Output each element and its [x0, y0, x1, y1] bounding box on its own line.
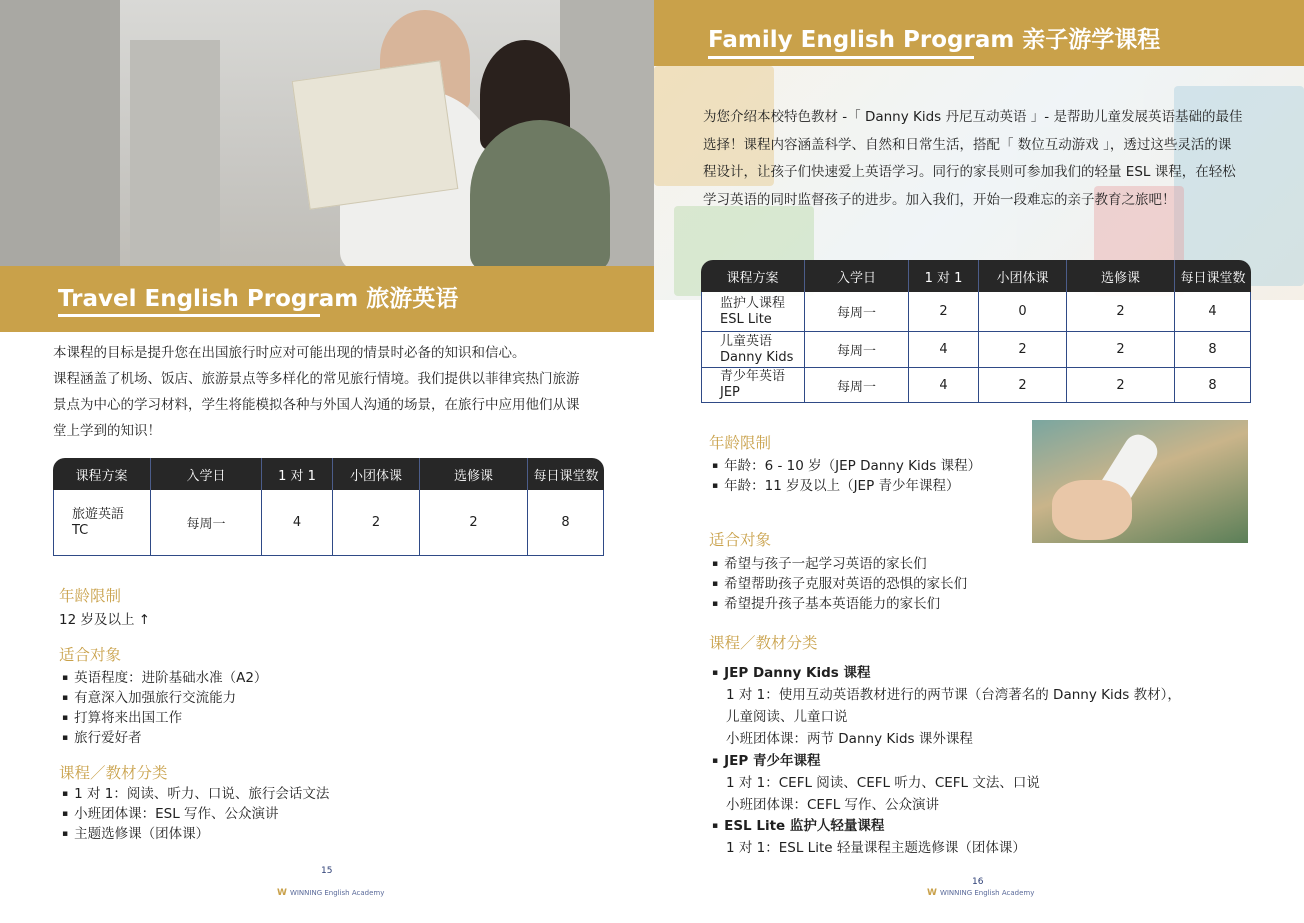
- cell-plan: 旅遊英語 TC: [53, 490, 151, 556]
- col-header-daily: 每日课堂数: [528, 458, 604, 490]
- list-item: ▪ 年龄：6 - 10 岁（JEP Danny Kids 课程）: [712, 456, 981, 476]
- travel-intro: [53, 340, 633, 444]
- age-limit-heading: 年龄限制: [709, 434, 772, 452]
- travel-couple-photo: [0, 0, 654, 268]
- cell-group: 2: [333, 490, 420, 556]
- list-item: ▪ 小班团体课：ESL 写作、公众演讲: [62, 804, 329, 824]
- category-heading: 课程／教材分类: [709, 634, 818, 652]
- cell-plan: 儿童英语 Danny Kids: [701, 332, 805, 368]
- category-jep-danny-kids: [712, 662, 1181, 750]
- list-item: ▪ 打算将来出国工作: [62, 708, 267, 728]
- category-line: 1 对 1：使用互动英语教材进行的两节课（台湾著名的 Danny Kids 教材），: [726, 687, 1181, 703]
- cell-elective: 2: [420, 490, 528, 556]
- target-list: [62, 668, 267, 748]
- category-line: 小班团体课：两节 Danny Kids 课外课程: [726, 731, 973, 747]
- age-limit-heading: 年龄限制: [59, 587, 122, 605]
- category-name: ▪ ESL Lite 监护人轻量课程: [712, 815, 1026, 837]
- target-heading: 适合对象: [59, 646, 122, 664]
- category-line: 1 对 1：CEFL 阅读、CEFL 听力、CEFL 文法、口说: [726, 775, 1040, 791]
- table-row: [701, 292, 1251, 332]
- target-heading: 适合对象: [709, 531, 772, 549]
- page-number: 15: [321, 866, 333, 876]
- col-header-elective: 选修课: [1067, 260, 1175, 292]
- list-item: ▪ 年龄：11 岁及以上（JEP 青少年课程）: [712, 476, 981, 496]
- category-line: 儿童阅读、儿童口说: [726, 709, 848, 725]
- cell-start: 每周一: [805, 292, 909, 332]
- category-heading: 课程／教材分类: [59, 764, 168, 782]
- cell-one-on-one: 2: [909, 292, 979, 332]
- intro-line: 选择！课程内容涵盖科学、自然和日常生活，搭配「 数位互动游戏 」，透过这些灵活的课: [703, 136, 1232, 153]
- col-header-one-on-one: 1 对 1: [909, 260, 979, 292]
- list-item: ▪ 旅行爱好者: [62, 728, 267, 748]
- table-header-row: [701, 260, 1251, 292]
- cell-group: 2: [979, 368, 1067, 403]
- cell-daily: 8: [1175, 332, 1251, 368]
- category-line: 小班团体课：CEFL 写作、公众演讲: [726, 797, 940, 813]
- category-esl-lite: [712, 815, 1026, 859]
- intro-line: 为您介绍本校特色教材 -「 Danny Kids 丹尼互动英语 」- 是帮助儿童发展英语基础的最佳: [703, 109, 1243, 125]
- cell-daily: 8: [528, 490, 604, 556]
- intro-line: 本课程的目标是提升您在出国旅行时应对可能出现的情景时必备的知识和信心。: [53, 345, 526, 361]
- list-item: ▪ 希望与孩子一起学习英语的家长们: [712, 554, 967, 574]
- family-course-table: [701, 260, 1251, 403]
- col-header-start: 入学日: [151, 458, 262, 490]
- list-item: ▪ 希望帮助孩子克服对英语的恐惧的家长们: [712, 574, 967, 594]
- academy-logo-icon: W: [277, 888, 287, 898]
- category-list: [62, 784, 329, 844]
- cell-daily: 8: [1175, 368, 1251, 403]
- cell-start: 每周一: [151, 490, 262, 556]
- category-line: 1 对 1：ESL Lite 轻量课程主题选修课（团体课）: [726, 840, 1026, 856]
- cell-elective: 2: [1067, 292, 1175, 332]
- academy-logo-icon: W: [927, 888, 937, 898]
- col-header-group: 小团体课: [979, 260, 1067, 292]
- travel-course-table: [53, 458, 604, 556]
- title-underline: [58, 314, 320, 317]
- category-jep-teen: [712, 750, 1040, 816]
- cell-daily: 4: [1175, 292, 1251, 332]
- table-row: [53, 490, 604, 556]
- family-program-title: Family English Program 亲子游学课程: [708, 27, 1161, 53]
- title-underline: [708, 56, 974, 59]
- cell-group: 2: [979, 332, 1067, 368]
- intro-line: 课程涵盖了机场、饭店、旅游景点等多样化的常见旅行情境。我们提供以菲律宾热门旅游: [53, 371, 580, 387]
- table-row: [701, 368, 1251, 403]
- footer-academy-name: WINNING English Academy: [289, 889, 385, 897]
- cell-start: 每周一: [805, 332, 909, 368]
- cell-one-on-one: 4: [909, 368, 979, 403]
- list-item: ▪ 英语程度：进阶基础水准（A2）: [62, 668, 267, 688]
- footer-academy-name: WINNING English Academy: [939, 889, 1035, 897]
- page-16: [654, 0, 1304, 923]
- col-header-elective: 选修课: [420, 458, 528, 490]
- intro-line: 堂上学到的知识！: [53, 423, 161, 439]
- list-item: ▪ 希望提升孩子基本英语能力的家长们: [712, 594, 967, 614]
- cell-one-on-one: 4: [909, 332, 979, 368]
- travel-program-title: Travel English Program 旅游英语: [58, 286, 459, 312]
- table-header-row: [53, 458, 604, 490]
- col-header-plan: 课程方案: [53, 458, 151, 490]
- category-name: ▪ JEP Danny Kids 课程: [712, 662, 1181, 684]
- intro-line: 程设计，让孩子们快速爱上英语学习。同行的家長则可参加我们的轻量 ESL 课程，在轻松: [703, 164, 1236, 180]
- footer-logo: [277, 888, 384, 898]
- intro-line: 景点为中心的学习材料，学生将能模拟各种与外国人沟通的场景，在旅行中应用他们从课: [53, 397, 580, 413]
- page-number: 16: [972, 877, 984, 887]
- cell-elective: 2: [1067, 368, 1175, 403]
- col-header-daily: 每日课堂数: [1175, 260, 1251, 292]
- age-limit-list: [712, 456, 981, 496]
- category-name: ▪ JEP 青少年课程: [712, 750, 1040, 772]
- col-header-start: 入学日: [805, 260, 909, 292]
- col-header-group: 小团体课: [333, 458, 420, 490]
- cell-group: 0: [979, 292, 1067, 332]
- cell-start: 每周一: [805, 368, 909, 403]
- cell-one-on-one: 4: [262, 490, 333, 556]
- table-row: [701, 332, 1251, 368]
- cell-plan: 监护人课程 ESL Lite: [701, 292, 805, 332]
- talking-pen-photo: [1032, 420, 1248, 543]
- target-list: [712, 554, 967, 614]
- family-intro: [703, 104, 1293, 214]
- list-item: ▪ 主题选修课（团体课）: [62, 824, 329, 844]
- col-header-plan: 课程方案: [701, 260, 805, 292]
- col-header-one-on-one: 1 对 1: [262, 458, 333, 490]
- cell-plan: 青少年英语 JEP: [701, 368, 805, 403]
- list-item: ▪ 有意深入加强旅行交流能力: [62, 688, 267, 708]
- cell-elective: 2: [1067, 332, 1175, 368]
- age-limit-text: 12 岁及以上 ↑: [59, 612, 151, 628]
- footer-logo: [927, 888, 1034, 898]
- list-item: ▪ 1 对 1：阅读、听力、口说、旅行会话文法: [62, 784, 329, 804]
- intro-line: 学习英语的同时监督孩子的进步。加入我们，开始一段难忘的亲子教育之旅吧！: [703, 191, 1176, 208]
